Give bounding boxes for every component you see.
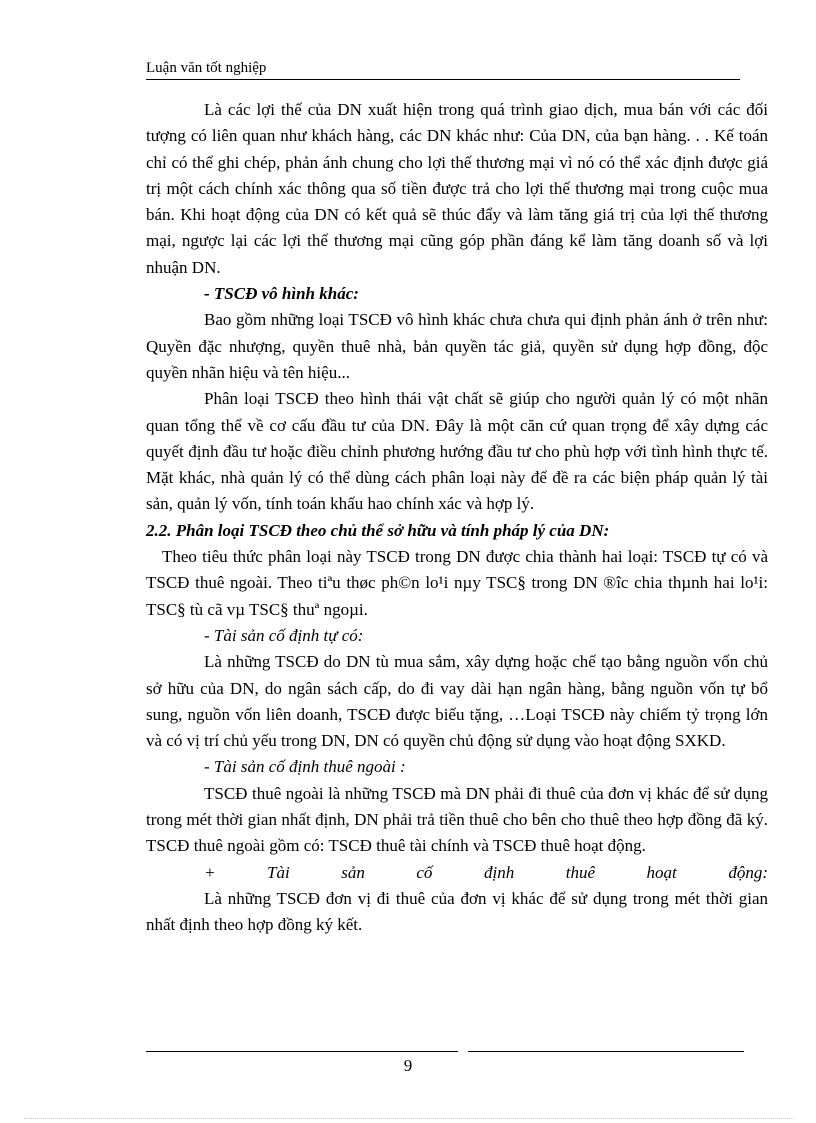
running-header: Luận văn tốt nghiệp [146, 60, 740, 80]
spread-word: hoạt [646, 862, 677, 882]
paragraph-ownership-intro: Theo tiêu thức phân loại này TSCĐ trong DN được chia thành hai loại: TSCĐ tự có và TSCĐ thuê ngoài. Theo tiªu thøc ph©n lo¹i nµy TSC§ trong DN ®îc chia thµnh hai lo¹i: TSC§ tù cã vµ TSC§ thuª ngoµi. [146, 547, 768, 619]
spread-word: sản [341, 862, 365, 882]
subheading-other-intangible: - TSCĐ vô hình khác: [204, 284, 359, 304]
spread-word: định [483, 862, 515, 882]
section-heading-2-2: 2.2. Phân loại TSCĐ theo chủ thể sở hữu và tính pháp lý của DN: [146, 520, 610, 540]
spread-word: Tài [267, 862, 290, 882]
paragraph-operating-lease: Là những TSCĐ đơn vị đi thuê của đơn vị khác để sử dụng trong mét thời gian nhất định theo hợp đồng ký kết. [146, 888, 768, 935]
page-edge-dotted-line [24, 1118, 794, 1119]
subheading-owned-assets: - Tài sản cố định tự có: [204, 625, 364, 645]
spread-word: + [204, 862, 216, 882]
footer-rule-left [146, 1051, 458, 1052]
paragraph-classification-summary: Phân loại TSCĐ theo hình thái vật chất sẽ giúp cho người quản lý có một nhãn quan tổng thể về cơ cấu đầu tư của DN. Đây là một căn cứ quan trọng để xây dựng các quyết định đầu tư hoặc điều chỉnh phương hướng đầu tư cho phù hợp với tình hình thực tế. Mặt khác, nhà quản lý có thể dùng cách phân loại này để đề ra các biện pháp quản lý tài sản, quản lý vốn, tính toán khấu hao chính xác và hợp lý. [146, 389, 768, 514]
footer-rule-right [468, 1051, 744, 1052]
paragraph-leased-assets: TSCĐ thuê ngoài là những TSCĐ mà DN phải đi thuê của đơn vị khác để sử dụng trong mét thời gian nhất định, DN phải trả tiền thuê cho bên cho thuê theo hợp đồng đã ký. TSCĐ thuê ngoài gồm có: TSCĐ thuê tài chính và TSCĐ thuê hoạt động. [146, 783, 768, 856]
subheading-operating-lease [204, 860, 768, 886]
paragraph-goodwill: Là các lợi thế của DN xuất hiện trong quá trình giao dịch, mua bán với các đối tượng có liên quan như khách hàng, các DN khác như: Của DN, của bạn hàng. . . Kế toán chỉ có thể ghi chép, phản ánh chung cho lợi thế thương mại vì nó có thể xác định được giá trị một cách chính xác thông qua số tiền được trả cho lợi thế thương mại trong cuộc mua bán. Khi hoạt động của DN có kết quả sẽ thúc đẩy và làm tăng giá trị của lợi thế thương mại, ngược lại các lợi thế thương mại cũng góp phần đáng kể làm tăng doanh số và lợi nhuận DN. [146, 100, 768, 277]
page-number: 9 [403, 1056, 413, 1075]
page-body [146, 97, 768, 939]
paragraph-other-intangible: Bao gồm những loại TSCĐ vô hình khác chưa chưa qui định phản ánh ở trên như: Quyền đặc nhượng, quyền thuê nhà, bản quyền tác giả, quyền sử dụng hợp đồng, độc quyền nhãn hiệu và tên hiệu... [146, 310, 768, 382]
paragraph-owned-assets: Là những TSCĐ do DN tù mua sắm, xây dựng hoặc chế tạo bằng nguồn vốn chủ sở hữu của DN, do ngân sách cấp, do đi vay dài hạn ngân hàng, bằng nguồn vốn tự bổ sung, nguồn vốn liên doanh, TSCĐ được biếu tặng, …Loại TSCĐ này chiếm tỷ trọng lớn và có vị trí chủ yếu trong DN, DN có quyền chủ động sử dụng vào hoạt động SXKD. [146, 652, 768, 751]
subheading-leased-assets: - Tài sản cố định thuê ngoài : [204, 757, 406, 777]
spread-word: cố [416, 862, 433, 882]
spread-word: thuê [565, 862, 596, 882]
spread-word: động: [728, 862, 768, 882]
